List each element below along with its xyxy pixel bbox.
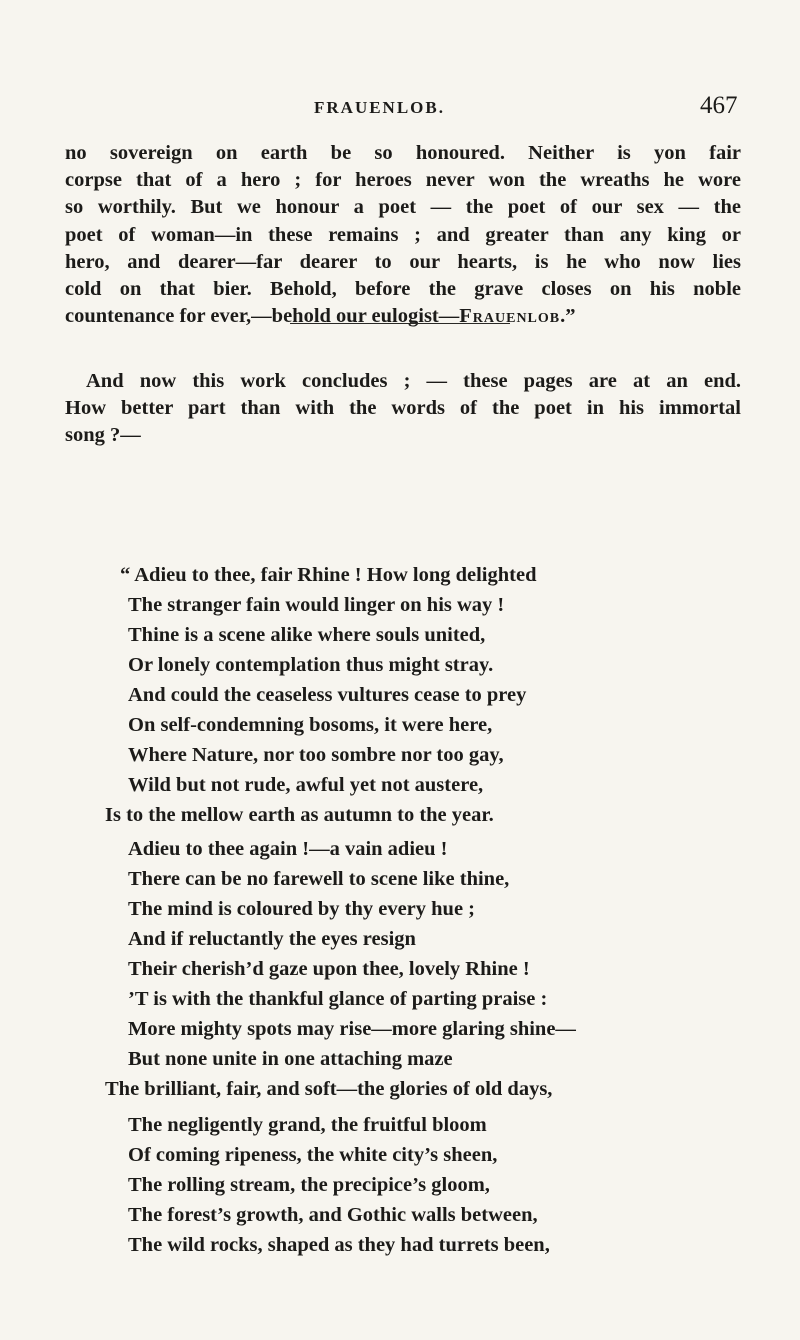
- verse-line: On self-condemning bosoms, it were here,: [128, 714, 493, 736]
- verse-line: And if reluctantly the eyes resign: [128, 928, 416, 950]
- verse-line: Of coming ripeness, the white city’s sheen,: [128, 1144, 498, 1166]
- verse-line: Thine is a scene alike where souls united,: [128, 624, 486, 646]
- verse-line: Adieu to thee again !—a vain adieu !: [128, 838, 448, 860]
- verse-line: Their cherish’d gaze upon thee, lovely Rhine !: [128, 958, 530, 980]
- verse-line: ’T is with the thankful glance of parting praise :: [128, 988, 548, 1010]
- running-title: FRAUENLOB.: [314, 98, 445, 117]
- eulogist-name: Frauenlob: [459, 305, 561, 328]
- conclusion-paragraph: [65, 368, 741, 450]
- page-header: [0, 92, 800, 126]
- text-line: no sovereign on earth be so honoured. Neither is yon fair: [65, 142, 741, 164]
- verse-line: There can be no farewell to scene like thine,: [128, 868, 510, 890]
- text-line: so worthily. But we honour a poet — the poet of our sex — the: [65, 196, 741, 219]
- text-line: cold on that bier. Behold, before the grave closes on his noble: [65, 278, 741, 301]
- verse-line: The mind is coloured by thy every hue ;: [128, 898, 475, 920]
- verse-line: Or lonely contemplation thus might stray.: [128, 654, 494, 676]
- verse-line: The brilliant, fair, and soft—the glories of old days,: [105, 1078, 553, 1100]
- verse-line: But none unite in one attaching maze: [128, 1048, 453, 1070]
- section-divider: [290, 323, 510, 324]
- text-line: And now this work concludes ; — these pages are at an end.: [86, 370, 741, 392]
- verse-line: More mighty spots may rise—more glaring shine—: [128, 1018, 576, 1040]
- text-line: corpse that of a hero ; for heroes never won the wreaths he wore: [65, 169, 741, 192]
- closing-paragraph: [65, 140, 741, 330]
- verse-line: Is to the mellow earth as autumn to the year.: [105, 804, 494, 826]
- page-number: 467: [700, 92, 738, 119]
- verse-line: And could the ceaseless vultures cease to prey: [128, 684, 527, 706]
- verse-line: Where Nature, nor too sombre nor too gay,: [128, 744, 504, 766]
- text-line: poet of woman—in these remains ; and greater than any king or: [65, 223, 741, 246]
- text-line: hero, and dearer—far dearer to our hearts, is he who now lies: [65, 250, 741, 273]
- verse-line: The stranger fain would linger on his way !: [128, 594, 505, 616]
- text-fragment: countenance for ever,—behold our eulogist—: [65, 305, 460, 328]
- verse-line: The negligently grand, the fruitful bloom: [128, 1114, 487, 1136]
- text-line-last: [65, 303, 741, 330]
- text-line-last: song ?—: [65, 424, 141, 447]
- verse-line: The wild rocks, shaped as they had turrets been,: [128, 1234, 550, 1256]
- text-line: How better part than with the words of the poet in his immortal: [65, 397, 741, 420]
- verse-line: “ Adieu to thee, fair Rhine ! How long delighted: [120, 564, 537, 586]
- text-fragment: .”: [560, 305, 576, 328]
- verse-line: Wild but not rude, awful yet not austere,: [128, 774, 484, 796]
- verse-line: The forest’s growth, and Gothic walls between,: [128, 1204, 538, 1226]
- verse-line: The rolling stream, the precipice’s gloom,: [128, 1174, 490, 1196]
